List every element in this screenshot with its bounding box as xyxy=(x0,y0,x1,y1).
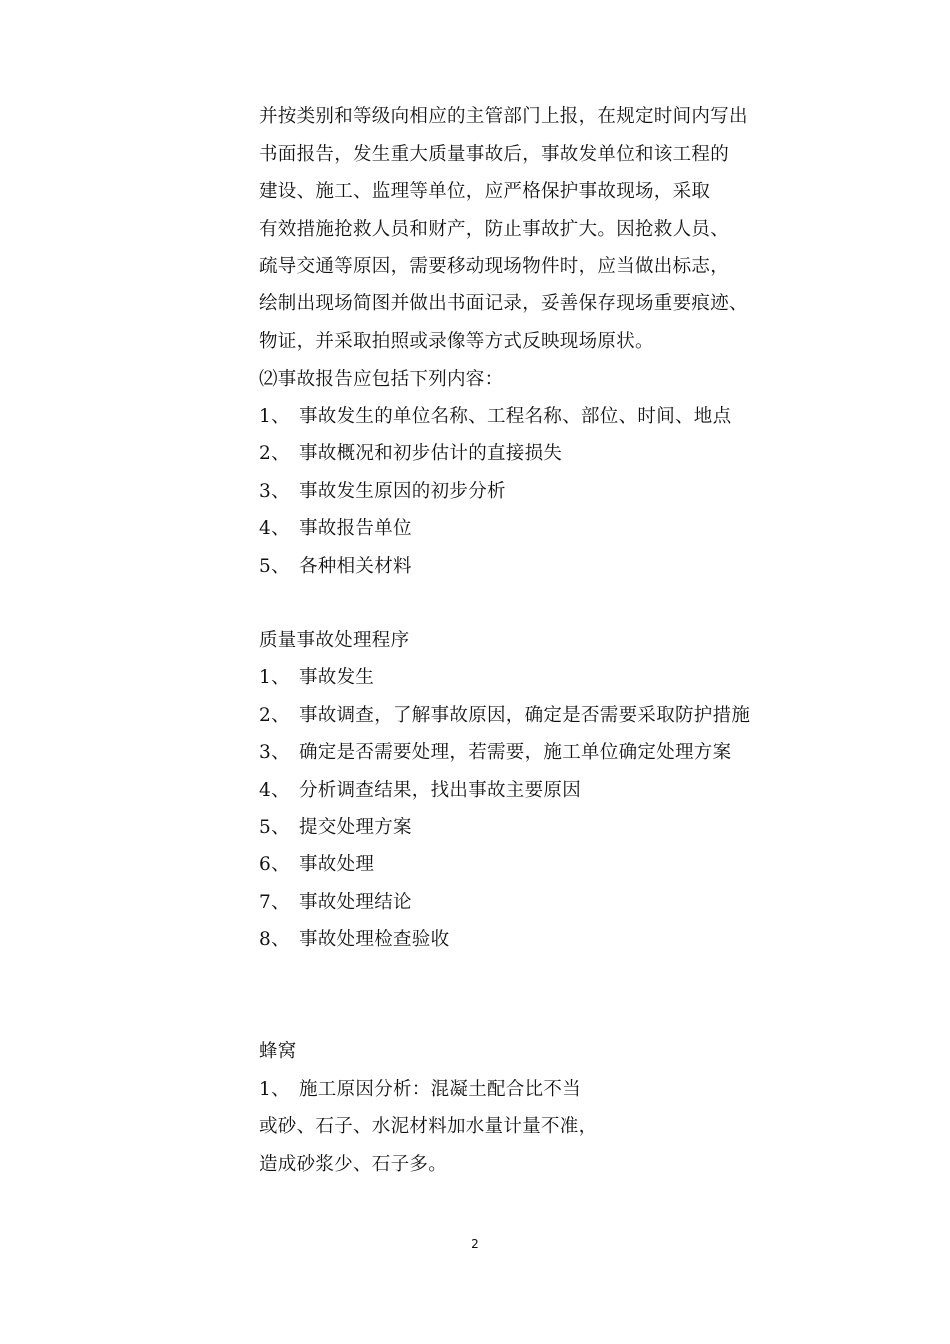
honeycomb-heading: 蜂窝 xyxy=(259,1041,297,1062)
list-item-number: 5、 xyxy=(259,817,290,838)
paragraph-line: 书面报告，发生重大质量事故后，事故发单位和该工程的 xyxy=(259,144,730,165)
list-item xyxy=(259,442,562,466)
list-item-text: 确定是否需要处理，若需要，施工单位确定处理方案 xyxy=(299,742,732,763)
list-item-number: 2、 xyxy=(259,705,290,726)
list-item-text: 各种相关材料 xyxy=(299,556,412,577)
list-item xyxy=(259,891,412,915)
list-item xyxy=(259,517,412,541)
list-item xyxy=(259,1078,581,1102)
paragraph-line: 有效措施抢救人员和财产，防止事故扩大。因抢救人员、 xyxy=(259,219,730,240)
page-number: 2 xyxy=(471,1237,479,1251)
list-item-text: 分析调查结果，找出事故主要原因 xyxy=(299,780,582,801)
list-item-text: 事故调查，了解事故原因，确定是否需要采取防护措施 xyxy=(299,705,751,726)
list-item-number: 4、 xyxy=(259,518,290,539)
list-item xyxy=(259,666,374,690)
list-item xyxy=(259,779,581,803)
list-item xyxy=(259,704,750,728)
paragraph-line: 绘制出现场简图并做出书面记录，妥善保存现场重要痕迹、 xyxy=(259,293,748,314)
list-item xyxy=(259,928,449,952)
list-item-number: 1、 xyxy=(259,406,290,427)
list-item-text: 事故处理结论 xyxy=(299,892,412,913)
report-heading: ⑵事故报告应包括下列内容： xyxy=(259,369,504,390)
list-item-text: 事故发生 xyxy=(299,667,375,688)
list-item-number: 1、 xyxy=(259,1079,290,1100)
list-item-number: 3、 xyxy=(259,481,290,502)
list-item xyxy=(259,405,731,429)
list-item-number: 1、 xyxy=(259,667,290,688)
list-item-number: 7、 xyxy=(259,892,290,913)
list-item-text: 事故发生原因的初步分析 xyxy=(299,481,506,502)
list-item-number: 4、 xyxy=(259,780,290,801)
paragraph-line: 疏导交通等原因，需要移动现场物件时，应当做出标志， xyxy=(259,256,730,277)
list-item-number: 6、 xyxy=(259,854,290,875)
list-item xyxy=(259,853,374,877)
list-item-number: 2、 xyxy=(259,443,290,464)
list-item-number: 5、 xyxy=(259,556,290,577)
paragraph-line: 并按类别和等级向相应的主管部门上报，在规定时间内写出 xyxy=(259,106,748,127)
list-item-text: 事故报告单位 xyxy=(299,518,412,539)
list-item-text: 事故处理 xyxy=(299,854,375,875)
honeycomb-continuation: 或砂、石子、水泥材料加水量计量不准， xyxy=(259,1116,598,1137)
list-item-text: 事故概况和初步估计的直接损失 xyxy=(299,443,563,464)
paragraph-line: 物证，并采取拍照或录像等方式反映现场原状。 xyxy=(259,331,654,352)
list-item-text: 提交处理方案 xyxy=(299,817,412,838)
list-item xyxy=(259,480,506,504)
list-item xyxy=(259,555,412,579)
list-item-text: 施工原因分析：混凝土配合比不当 xyxy=(299,1079,582,1100)
list-item-number: 8、 xyxy=(259,929,290,950)
list-item-text: 事故处理检查验收 xyxy=(299,929,450,950)
list-item-text: 事故发生的单位名称、工程名称、部位、时间、地点 xyxy=(299,406,732,427)
paragraph-line: 建设、施工、监理等单位，应严格保护事故现场，采取 xyxy=(259,181,711,202)
list-item-number: 3、 xyxy=(259,742,290,763)
list-item xyxy=(259,816,412,840)
procedure-heading: 质量事故处理程序 xyxy=(259,630,410,651)
list-item xyxy=(259,741,731,765)
honeycomb-continuation: 造成砂浆少、石子多。 xyxy=(259,1154,448,1175)
